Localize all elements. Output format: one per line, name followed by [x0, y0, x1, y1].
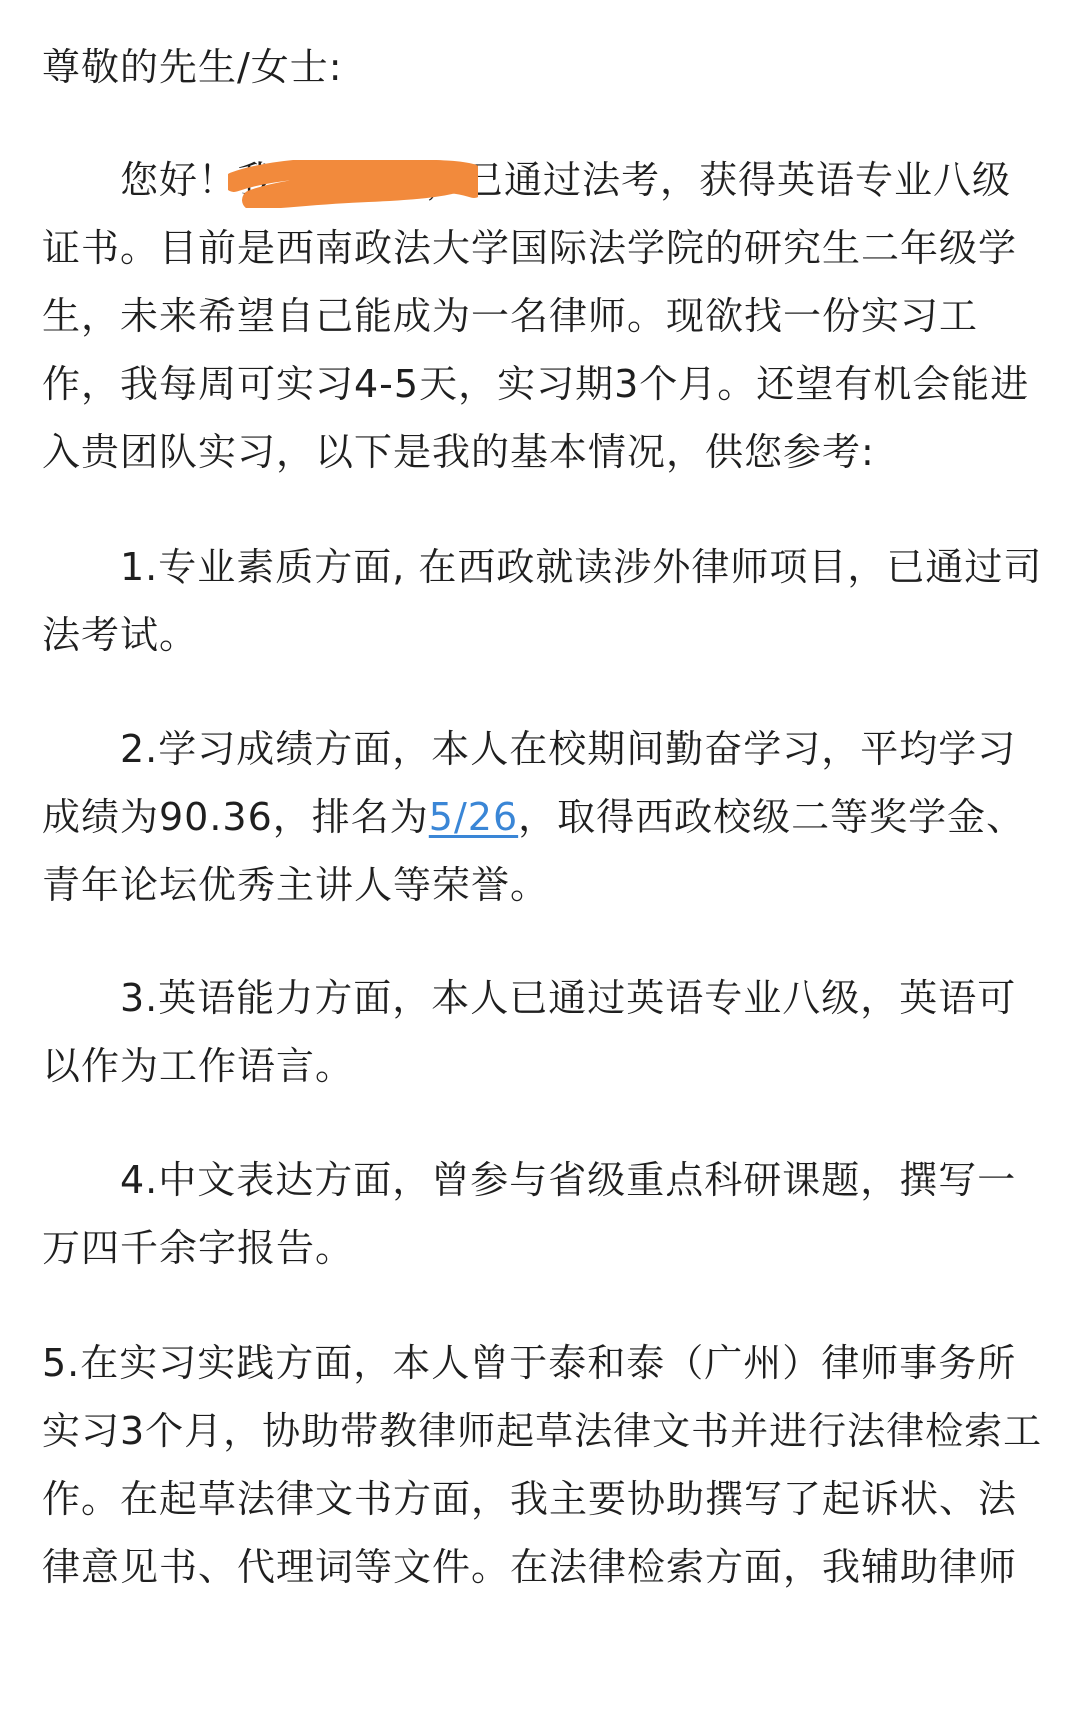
intro-line-2: 证书。目前是西南政法大学国际法学院的研究生二年级学	[42, 226, 1018, 270]
item2-line-2-pre: 成绩为90.36，排名为	[42, 795, 429, 839]
item5-line-2: 实习3个月，协助带教律师起草法律文书并进行法律检索工	[42, 1409, 1043, 1453]
item2-line-2	[42, 792, 1025, 842]
item2-line-1: 2.学习成绩方面，本人在校期间勤奋学习，平均学习	[120, 727, 1017, 771]
item3-line-1: 3.英语能力方面，本人已通过英语专业八级，英语可	[120, 976, 1017, 1020]
item1-line-2: 法考试。	[42, 613, 199, 657]
item2-line-2-post: ，取得西政校级二等奖学金、	[518, 795, 1026, 839]
item5-line-4-partial: 律意见书、代理词等文件。在法律检索方面，我辅助律师	[42, 1545, 1018, 1589]
bottom-cutoff-fade	[0, 1676, 1080, 1719]
rank-link[interactable]: 5/26	[428, 795, 519, 839]
intro-line-5: 入贵团队实习，以下是我的基本情况，供您参考:	[42, 430, 875, 474]
intro-hello: 您好！	[120, 158, 238, 202]
intro-line-3: 生，未来希望自己能成为一名律师。现欲找一份实习工	[42, 294, 979, 338]
item3-line-2: 以作为工作语言。	[42, 1044, 355, 1088]
item4-line-1: 4.中文表达方面，曾参与省级重点科研课题，撰写一	[120, 1158, 1017, 1202]
item2-line-3: 青年论坛优秀主讲人等荣誉。	[42, 863, 550, 907]
item5-line-1: 5.在实习实践方面，本人曾于泰和泰（广州）律师事务所	[42, 1341, 1017, 1385]
intro-line-4: 作，我每周可实习4-5天，实习期3个月。还望有机会能进	[42, 362, 1030, 406]
greeting: 尊敬的先生/女士:	[42, 45, 343, 89]
item4-line-2: 万四千余字报告。	[42, 1226, 355, 1270]
intro-redacted-text: 我	[237, 158, 277, 202]
item1-line-1: 1.专业素质方面, 在西政就读涉外律师项目，已通过司	[120, 545, 1043, 589]
intro-line-1-rest: ，已通过法考，获得英语专业八级	[426, 158, 1012, 202]
item5-line-3: 作。在起草法律文书方面，我主要协助撰写了起诉状、法	[42, 1477, 1018, 1521]
intro-line-1	[120, 155, 1011, 205]
